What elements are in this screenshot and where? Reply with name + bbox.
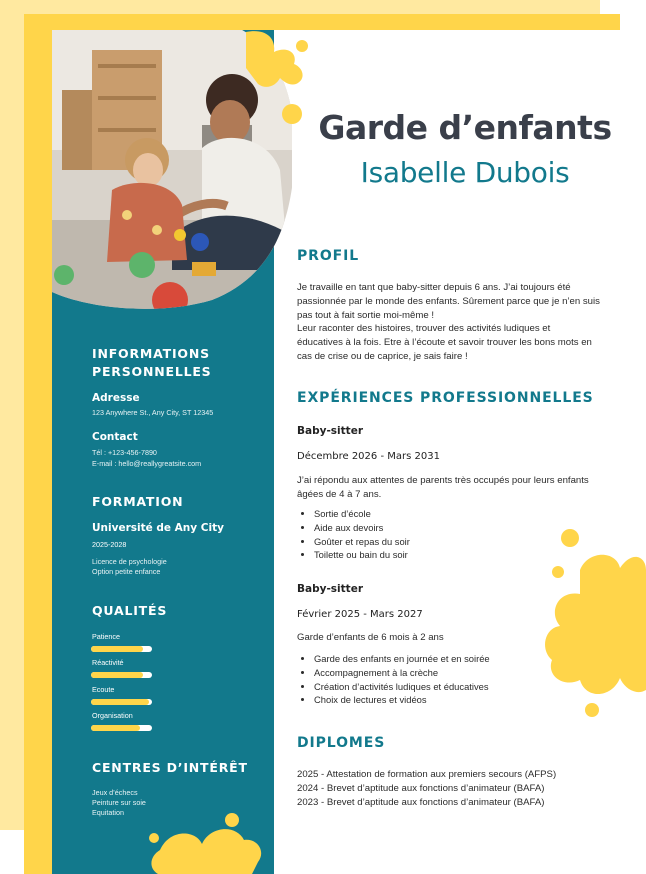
address-label: Adresse (92, 392, 140, 404)
interests-title: CENTRES D’INTÉRÊT (92, 760, 248, 775)
job-role: Baby-sitter (297, 583, 363, 595)
quality-bar (91, 699, 152, 705)
profile-line: passionnée par le monde des enfants. Sûrement parce que je n’en suis (297, 295, 600, 307)
profile-line: Leur raconter des histoires, trouver des activités ludiques et (297, 323, 551, 335)
quality-label: Ecoute (92, 685, 115, 694)
diplomas-list (297, 768, 617, 809)
yellow-splash-right (540, 520, 646, 720)
personal-info-title-line1: INFORMATIONS (92, 346, 210, 361)
diploma-item: 2025 - Attestation de formation aux premiers secours (AFPS) (297, 769, 557, 780)
formation-detail-1: Licence de psychologie (92, 557, 167, 566)
profile-line: cas de crise ou de caprice, je sais faire ! (297, 350, 468, 362)
job-role: Baby-sitter (297, 425, 363, 437)
job-task: • Choix de lectures et vidéos (314, 693, 490, 707)
contact-email: E-mail : hello@reallygreatsite.com (92, 459, 202, 468)
contact-phone: Tél : +123-456-7890 (92, 448, 157, 457)
profile-line: pas tout à fait sortie moi-même ! (297, 309, 435, 321)
quality-bar-fill (91, 699, 149, 705)
job-task: • Accompagnement à la crèche (314, 666, 490, 680)
person-name: Isabelle Dubois (360, 156, 570, 189)
job-dates: Décembre 2026 - Mars 2031 (297, 451, 440, 462)
job-description-line: Garde d’enfants de 6 mois à 2 ans (297, 632, 444, 643)
job-task: • Création d’activités ludiques et éducatives (314, 680, 490, 694)
diploma-item: 2023 - Brevet d’aptitude aux fonctions d’animateur (BAFA) (297, 796, 545, 808)
job-task: • Sortie d’école (314, 507, 410, 521)
quality-bar (91, 672, 152, 678)
quality-label: Réactivité (92, 658, 124, 667)
interest-item: Equitation (92, 808, 124, 817)
profile-line: éducatives à la fois. Etre à l’écoute et savoir trouver les bons mots en (297, 337, 592, 349)
job-description-line: J’ai répondu aux attentes de parents très occupés pour leurs enfants (297, 475, 589, 486)
quality-bar (91, 725, 152, 731)
interest-item: Jeux d’échecs (92, 788, 138, 797)
job-task: • Goûter et repas du soir (314, 535, 410, 549)
personal-info-title-line2: PERSONNELLES (92, 364, 212, 379)
profile-line: Je travaille en tant que baby-sitter depuis 6 ans. J’ai toujours été (297, 282, 571, 293)
diplomas-title: DIPLOMES (297, 735, 386, 751)
quality-bar (91, 646, 152, 652)
formation-title: FORMATION (92, 494, 184, 509)
quality-bar-fill (91, 725, 140, 731)
experience-title: EXPÉRIENCES PROFESSIONNELLES (297, 390, 594, 406)
job-description (297, 474, 605, 502)
quality-label: Patience (92, 632, 120, 641)
diploma-item: 2024 - Brevet d’aptitude aux fonctions d’animateur (BAFA) (297, 782, 545, 794)
job-task: • Garde des enfants en journée et en soirée (314, 652, 490, 666)
contact-label: Contact (92, 431, 138, 443)
job-task: • Aide aux devoirs (314, 521, 410, 535)
yellow-splash-bottom (140, 810, 270, 874)
quality-bar-fill (91, 646, 143, 652)
quality-label: Organisation (92, 711, 133, 720)
personal-info-title (92, 345, 212, 381)
qualities-title: QUALITÉS (92, 603, 168, 618)
page-title: Garde d’enfants (318, 108, 612, 147)
job-tasks (298, 652, 490, 707)
formation-school: Université de Any City (92, 522, 224, 534)
job-dates: Février 2025 - Mars 2027 (297, 609, 423, 620)
interest-item: Peinture sur soie (92, 798, 146, 807)
job-description (297, 631, 605, 645)
job-description-line: âgées de 4 à 7 ans. (297, 488, 382, 500)
quality-bar-fill (91, 672, 143, 678)
job-tasks (298, 507, 410, 562)
job-task: • Toilette ou bain du soir (314, 548, 410, 562)
address-value: 123 Anywhere St., Any City, ST 12345 (92, 408, 214, 417)
profile-title: PROFIL (297, 248, 360, 264)
profile-text (297, 281, 603, 364)
formation-detail-2: Option petite enfance (92, 567, 161, 576)
formation-years: 2025-2028 (92, 540, 127, 549)
